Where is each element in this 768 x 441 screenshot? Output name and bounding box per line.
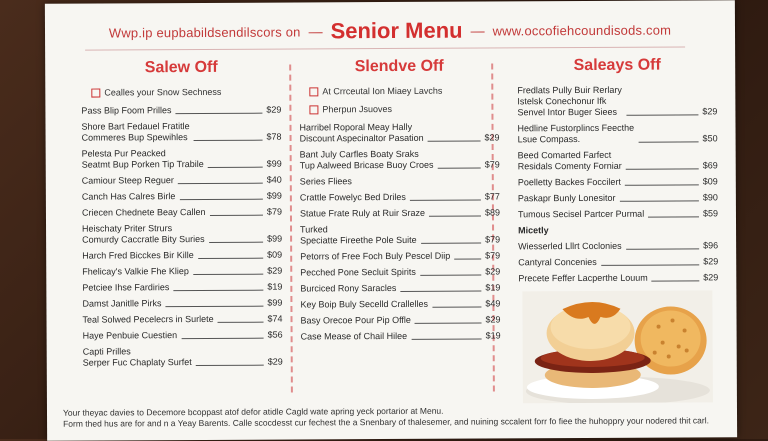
burger-and-cookie-image [522,290,713,403]
menu-item-name: Criecen Chednete Beay Callen [81,206,206,218]
menu-item-price: $74 [267,313,283,324]
menu-item-price: $19 [267,281,283,292]
menu-item-name: Damst Janitlle Pirks [82,298,162,309]
note-text: At Crrceutal Ion Miaey Lavchs [322,85,443,97]
menu-item-name: Shore Bart Fedauel Fratitle Commeres Bup Spewihles [81,121,190,143]
menu-item-price: $99 [266,190,282,201]
menu-item-list [81,105,282,369]
menu-item-name: Fredlats Pully Buir Rerlary Istelsk Conechonur Ifk Senvel Intor Buger Siees [517,84,622,118]
note-text: Cealles your Snow Sechness [104,86,222,98]
leader-line [415,323,482,324]
leader-line [173,290,263,291]
checkbox-icon [309,105,318,114]
menu-item-price: $29 [703,256,719,267]
menu-item-name: Statue Frate Ruly at Ruir Sraze [299,207,426,219]
menu-item-price: $29 [485,266,501,277]
menu-item-price: $29 [267,265,283,276]
menu-item [518,149,718,172]
column-title: Saleays Off [573,56,661,75]
menu-item [82,175,282,187]
menu-item-name: Fhelicay's Valkie Fhe Kliep [82,266,189,277]
menu-header [45,12,735,50]
menu-item-price: $69 [702,160,718,171]
menu-item [517,84,717,118]
menu-item-name: Camiour Steep Reguer [81,175,174,186]
leader-line [179,199,262,200]
menu-item [300,282,500,294]
leader-line [420,275,481,276]
menu-item [82,266,282,278]
leader-line [428,141,481,142]
menu-item-price: $19 [485,282,501,293]
menu-item-name: Harribel Roporal Meay Hally Discount Aspecinaltor Pasation [299,121,424,144]
menu-item-name: Heischaty Priter Strurs Comurdy Caccratle Bity Suries [82,223,205,245]
leader-line [181,338,263,339]
menu-item-price: $29 [484,132,500,143]
menu-item-price: $89 [484,207,500,218]
menu-item [517,122,717,145]
leader-line [210,215,263,216]
menu-item-name: Tumous Secisel Partcer Purmal [517,208,645,220]
menu-item-price: $50 [702,133,718,144]
menu-item-price: $78 [266,131,282,142]
menu-item-price: $29 [703,272,719,283]
leader-line [626,168,699,169]
menu-item-price: $79 [485,250,501,261]
menu-item-list [299,121,500,342]
column-note [309,85,499,96]
menu-item [82,207,282,219]
menu-item-name: Cantyral Concenies [518,256,597,268]
menu-item-price: $29 [702,106,718,117]
leader-line [601,264,699,266]
leader-line [411,339,481,340]
leader-line [648,216,699,217]
menu-item-price: $49 [485,298,501,309]
leader-line [208,167,263,168]
footer-line-2: Form thed hus are for and n a Yeay Barents. Calle scocdesst cur fechest the a Snenbary of thalesemer, and nuining sccalent forr fo fiee the huhoppry your nodered thit carl. [63,415,709,429]
menu-item-name: Capti Prilles Serper Fuc Chaplaty Surfet [82,346,192,368]
menu-item-price: $56 [267,329,283,340]
leader-line [218,322,264,323]
menu-item [300,191,500,203]
menu-item [82,298,282,310]
menu-column-1 [81,57,283,388]
menu-item [518,256,718,268]
menu-item-name: Series Fliees [299,176,352,187]
leader-line [194,140,263,141]
menu-item-price: $99 [267,233,283,244]
column-note [309,103,499,114]
header-dash-left: — [308,23,323,40]
menu-item [300,298,500,310]
menu-item [81,105,281,117]
menu-item-name: Pelesta Pur Peacked Seatmt Bup Porken Tip Trabile [81,148,204,170]
leader-line [432,307,481,308]
leader-line [626,248,699,249]
menu-item-name: Pecched Pone Secluit Spirits [300,266,416,278]
footer-line-1: Your theyac davies to Decemore bcoppast atof defor atidle Cagld wate apring yeck portarior at Menu. [62,405,444,418]
menu-item [300,266,500,278]
menu-item-name: Petorrs of Free Foch Buly Pescel Diip [300,250,451,262]
food-photo [522,290,713,403]
menu-item-name: Hedline Fustorplincs Feecthe Lsue Compass. [517,122,635,145]
leader-line [619,200,698,201]
menu-item-price: $29 [485,314,501,325]
menu-item-price: $09 [267,249,283,260]
menu-item [82,282,282,294]
menu-item-price: $79 [266,206,282,217]
menu-item-price: $09 [702,176,718,187]
page-title: Senior Menu [330,17,463,44]
menu-item-name: Canch Has Calres Birle [81,191,176,202]
menu-item-price: $77 [484,191,500,202]
leader-line [626,114,698,115]
menu-item-list [518,240,718,284]
menu-item [83,330,283,342]
menu-item [82,191,282,203]
menu-sheet [45,0,737,441]
menu-item [300,175,500,187]
header-left-text: Wwp.ip eupbabildsendilscors on [108,23,301,40]
menu-item-name: Petciee Ihse Fardiries [82,282,170,293]
note-text: Pherpun Jsuoves [322,103,392,115]
menu-item [83,346,283,369]
checkbox-icon [309,87,318,96]
menu-item [518,208,718,220]
menu-item [300,148,500,171]
menu-item-name: Bant July Carfles Boaty Sraks Tup Aalweed Bricase Buoy Croes [299,148,434,171]
column-title: Salew Off [144,58,218,77]
menu-column-2 [299,55,501,386]
leader-line [196,365,264,366]
leader-line [625,184,699,185]
menu-item-name: Crattle Fowelyc Bed Driles [299,191,406,203]
menu-item-name: Teal Solwed Pecelecrs in Surlete [82,313,214,325]
menu-item [518,176,718,188]
menu-item-price: $40 [266,174,282,185]
menu-item-price: $96 [703,240,719,251]
section-subhead: Micetly [518,225,549,236]
menu-item [301,330,501,342]
menu-item-price: $79 [485,234,501,245]
menu-item-name: Turked Speciatte Fireethe Pole Suite [300,224,417,246]
menu-item [300,250,500,262]
leader-line [400,291,481,292]
menu-item-name: Poelletty Backes Foccilert [517,176,621,188]
menu-item-name: Beed Comarted Farfect Residals Comenty Forniar [517,149,622,172]
leader-line [175,113,262,114]
menu-item [299,121,499,144]
menu-item-name: Haye Penbuie Cuestien [82,330,178,341]
menu-item-list [517,84,718,220]
menu-item-name: Precete Feffer Lacperthe Louum [518,272,648,284]
menu-item-name: Paskapr Bunly Lonesitor [517,192,616,204]
menu-item-price: $29 [266,104,282,115]
menu-item-name: Key Boip Buly Secelld Crallelles [300,298,429,310]
menu-item [518,192,718,204]
leader-line [437,168,480,169]
menu-footer [63,404,723,429]
menu-item-price: $59 [702,208,718,219]
menu-item [81,121,281,144]
column-note [91,87,281,98]
menu-item-name: Pass Blip Foom Prilles [81,105,172,116]
menu-item-name: Harch Fred Bicckes Bir Kille [82,250,194,261]
menu-item [300,207,500,219]
menu-item-price: $99 [266,158,282,169]
menu-item [82,223,282,246]
leader-line [165,306,263,308]
leader-line [410,200,481,201]
menu-item-price: $79 [484,159,500,170]
menu-item-name: Basy Orecoe Pour Pip Offle [300,314,411,326]
leader-line [429,216,481,217]
menu-item [82,148,282,171]
menu-item [82,250,282,262]
leader-line [193,274,263,275]
header-right-text: www.occofiehcoundisods.com [492,22,672,38]
menu-item-name: Case Mease of Chail Hilee [300,330,408,342]
leader-line [198,258,263,259]
column-divider [289,65,293,393]
menu-item-name: Burciced Rony Saracles [300,282,397,294]
menu-item-price: $99 [267,297,283,308]
menu-item [518,272,718,284]
leader-line [454,259,481,260]
menu-item [518,240,718,252]
menu-item-price: $90 [702,192,718,203]
leader-line [652,280,700,281]
leader-line [421,243,481,244]
menu-item-name: Wiesserled Lllrt Coclonies [518,240,622,252]
menu-item [300,314,500,326]
leader-line [638,141,698,142]
menu-item-price: $19 [485,330,501,341]
leader-line [209,242,263,243]
menu-item [300,223,500,246]
checkbox-icon [91,88,100,97]
column-title: Slendve Off [354,57,444,76]
menu-item [82,314,282,326]
header-dash-right: — [470,22,485,39]
leader-line [178,183,263,184]
menu-item-price: $29 [267,356,283,367]
